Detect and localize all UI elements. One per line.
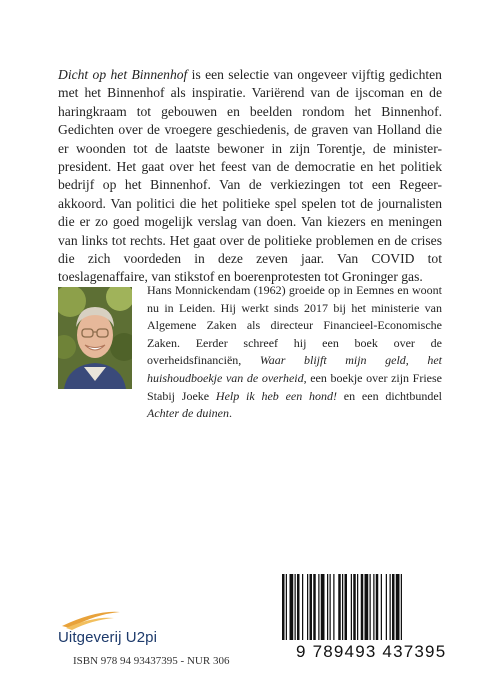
publisher-name: Uitgeverij U2pi (58, 629, 158, 646)
blurb-paragraph (58, 66, 442, 287)
barcode-number: 9 789493 437395 (296, 642, 447, 661)
bio-book-title-2: Help ik heb een hond! (215, 388, 338, 403)
barcode (278, 572, 442, 642)
bio-book-title-1: Waar blijft mijn geld, het huishoudboekje van de overheid (147, 353, 442, 385)
author-photo (58, 287, 132, 389)
author-portrait-image (58, 287, 132, 389)
isbn-line: ISBN 978 94 93437395 - NUR 306 (73, 655, 230, 667)
author-bio (147, 282, 442, 423)
barcode-bars (278, 572, 442, 642)
blurb-text: is een selectie van ongeveer vijftig gedichten met het Binnenhof als inspiratie. Variërend van de ijscoman en de haringkraam tot gebouwen en beelden rondom het Binnenhof. Gedichten over de vroegere geschiedenis, de graven van Holland die er woonden tot de laatste bewoner in zijn Torentje, de minister-president. Het gaat over het feest van de democratie en het politiek bedrijf op het Binnenhof. Van de verkiezingen tot een Regeer-akkoord. Van politici die het politieke spel spelen tot de journalisten die er zo goed mogelijk verslag van doen. Van kiezers en meningen van links tot rechts. Het gaat over de politieke problemen en de crises die zich voordeden in deze zeven jaar. Van COVID tot toeslagenaffaire, van stikstof en boerenprotesten tot Groninger gas. (58, 67, 442, 285)
book-title: Dicht op het Binnenhof (58, 67, 188, 82)
bio-text-3: en een dichtbundel (337, 388, 443, 403)
bio-text-2: , een boekje over zijn Friese Stabij Joeke (147, 370, 443, 403)
bio-text-1: Hans Monnickendam (1962) groeide op in Eemnes en woont nu in Leiden. Hij werkt sinds 2017 bij het ministerie van Algemene Zaken als directeur Financieel-Economische Zaken. Eerder schreef hij een boek over de overheidsfinanciën, (147, 283, 442, 368)
bio-text-4: . (228, 406, 232, 421)
bio-book-title-3: Achter de duinen (147, 406, 229, 421)
